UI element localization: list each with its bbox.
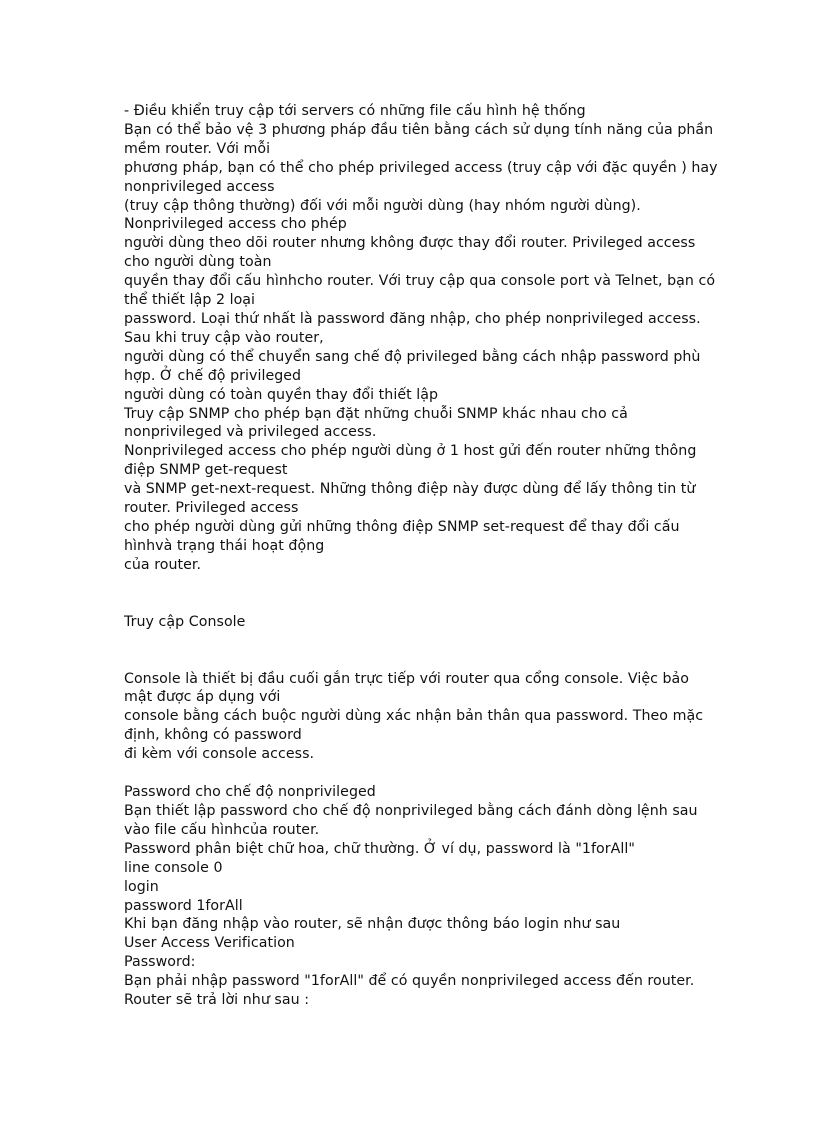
- intro-line: Nonprivileged access cho phép người dùng ở 1 host gửi đến router những thông: [124, 443, 697, 460]
- intro-line: (truy cập thông thường) đối với mỗi người dùng (hay nhóm người dùng).: [124, 197, 641, 214]
- intro-line: router. Privileged access: [124, 500, 299, 517]
- console-line: mật được áp dụng với: [124, 689, 281, 706]
- password-line: User Access Verification: [124, 935, 295, 952]
- intro-line: thể thiết lập 2 loại: [124, 292, 256, 309]
- intro-line: hìnhvà trạng thái hoạt động: [124, 537, 325, 554]
- intro-line: - Điều khiển truy cập tới servers có những file cấu hình hệ thống: [124, 103, 586, 119]
- intro-line: và SNMP get-next-request. Những thông điệp này được dùng để lấy thông tin từ: [124, 481, 696, 498]
- intro-line: Nonprivileged access cho phép: [124, 216, 347, 233]
- password-line: Password:: [124, 954, 196, 971]
- intro-line: điệp SNMP get-request: [124, 462, 288, 479]
- intro-line: phương pháp, bạn có thể cho phép privileged access (truy cập với đặc quyền ) hay: [124, 159, 718, 176]
- intro-line: Truy cập SNMP cho phép bạn đặt những chuỗi SNMP khác nhau cho cả: [124, 405, 628, 422]
- intro-line: nonprivileged và privileged access.: [124, 424, 377, 441]
- heading-console: Truy cập Console: [124, 613, 246, 630]
- intro-section: [124, 102, 744, 575]
- password-line: vào file cấu hìnhcủa router.: [124, 821, 320, 838]
- intro-line: Sau khi truy cập vào router,: [124, 329, 324, 346]
- console-line: Console là thiết bị đầu cuối gắn trực tiếp với router qua cổng console. Việc bảo: [124, 670, 690, 687]
- password-line: line console 0: [124, 859, 223, 876]
- password-line: Bạn phải nhập password "1forAll" để có quyền nonprivileged access đến router.: [124, 973, 695, 990]
- intro-line: cho người dùng toàn: [124, 254, 272, 271]
- password-line: Router sẽ trả lời như sau :: [124, 992, 310, 1009]
- intro-line: của router.: [124, 556, 202, 573]
- console-line: console bằng cách buộc người dùng xác nhận bản thân qua password. Theo mặc: [124, 708, 704, 725]
- password-line: password 1forAll: [124, 897, 243, 914]
- intro-line: người dùng có thể chuyển sang chế độ privileged bằng cách nhập password phù: [124, 348, 701, 365]
- spacer: [124, 764, 744, 783]
- console-line: định, không có password: [124, 727, 302, 744]
- intro-line: người dùng theo dõi router nhưng không được thay đổi router. Privileged access: [124, 235, 696, 252]
- intro-line: người dùng có toàn quyền thay đổi thiết lập: [124, 386, 439, 403]
- password-line: Bạn thiết lập password cho chế độ nonprivileged bằng cách đánh dòng lệnh sau: [124, 803, 698, 819]
- intro-line: Bạn có thể bảo vệ 3 phương pháp đầu tiên bằng cách sử dụng tính năng của phần: [124, 121, 714, 138]
- console-section: [124, 670, 744, 765]
- spacer: [124, 632, 744, 670]
- intro-line: nonprivileged access: [124, 178, 275, 195]
- password-line: Password phân biệt chữ hoa, chữ thường. Ở ví dụ, password là "1forAll": [124, 840, 635, 857]
- spacer: [124, 575, 744, 613]
- password-line: login: [124, 878, 159, 895]
- console-line: đi kèm với console access.: [124, 746, 315, 763]
- password-line: Khi bạn đăng nhập vào router, sẽ nhận được thông báo login như sau: [124, 916, 621, 933]
- document-page: [124, 102, 744, 1010]
- intro-line: quyền thay đổi cấu hìnhcho router. Với truy cập qua console port và Telnet, bạn có: [124, 273, 716, 290]
- intro-line: hợp. Ở chế độ privileged: [124, 367, 302, 384]
- password-section: [124, 783, 744, 1010]
- password-line: Password cho chế độ nonprivileged: [124, 784, 376, 801]
- intro-line: password. Loại thứ nhất là password đăng nhập, cho phép nonprivileged access.: [124, 310, 701, 327]
- intro-line: mềm router. Với mỗi: [124, 140, 271, 157]
- intro-line: cho phép người dùng gửi những thông điệp SNMP set-request để thay đổi cấu: [124, 518, 680, 535]
